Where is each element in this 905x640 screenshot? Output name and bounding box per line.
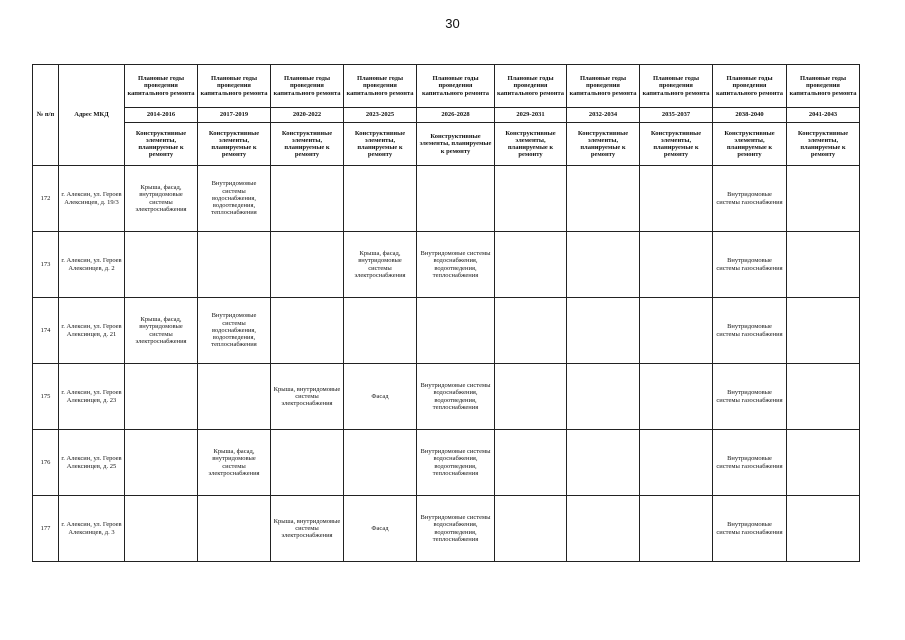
row-cell-2014-2016 [125,232,198,298]
row-address: г. Алексин, ул. Героев Алексинцев, д. 23 [59,364,125,430]
header-period-6: Плановые годы проведения капитального ремонта [567,65,640,108]
row-cell-2041-2043 [787,430,860,496]
row-cell-2038-2040: Внутридомовые системы газоснабжения [713,298,787,364]
page-number: 30 [445,16,460,31]
header-years-7: 2035-2037 [640,108,713,123]
row-cell-2038-2040: Внутридомовые системы газоснабжения [713,430,787,496]
header-period-1: Плановые годы проведения капитального ремонта [198,65,271,108]
row-cell-2038-2040: Внутридомовые системы газоснабжения [713,364,787,430]
row-address: г. Алексин, ул. Героев Алексинцев, д. 19/3 [59,166,125,232]
header-elements-3: Конструктивные элементы, планируемые к ремонту [344,123,417,166]
table-row [33,364,860,430]
row-cell-2020-2022: Крыша, внутридомовые системы электроснабжения [271,496,344,562]
row-cell-2041-2043 [787,496,860,562]
table-row [33,430,860,496]
header-elements-8: Конструктивные элементы, планируемые к ремонту [713,123,787,166]
header-years-3: 2023-2025 [344,108,417,123]
row-cell-2020-2022 [271,298,344,364]
row-cell-2032-2034 [567,364,640,430]
row-cell-2029-2031 [495,232,567,298]
row-address: г. Алексин, ул. Героев Алексинцев, д. 25 [59,430,125,496]
row-cell-2014-2016 [125,430,198,496]
header-row-years [33,108,860,123]
header-period-7: Плановые годы проведения капитального ремонта [640,65,713,108]
row-cell-2026-2028: Внутридомовые системы водоснабжения, водоотведения, теплоснабжения [417,496,495,562]
header-period-0: Плановые годы проведения капитального ремонта [125,65,198,108]
row-cell-2026-2028 [417,298,495,364]
header-period-2: Плановые годы проведения капитального ремонта [271,65,344,108]
header-period-9: Плановые годы проведения капитального ремонта [787,65,860,108]
row-cell-2017-2019: Крыша, фасад, внутридомовые системы электроснабжения [198,430,271,496]
row-cell-2023-2025: Фасад [344,496,417,562]
row-cell-2041-2043 [787,232,860,298]
row-cell-2038-2040: Внутридомовые системы газоснабжения [713,232,787,298]
row-cell-2017-2019 [198,364,271,430]
row-cell-2029-2031 [495,430,567,496]
row-cell-2020-2022 [271,430,344,496]
row-cell-2020-2022 [271,232,344,298]
row-number: 172 [33,166,59,232]
row-cell-2029-2031 [495,166,567,232]
row-cell-2035-2037 [640,364,713,430]
row-cell-2032-2034 [567,166,640,232]
row-cell-2029-2031 [495,298,567,364]
row-cell-2023-2025 [344,430,417,496]
row-cell-2032-2034 [567,430,640,496]
row-cell-2032-2034 [567,496,640,562]
row-cell-2014-2016 [125,496,198,562]
table-row [33,496,860,562]
header-elements-5: Конструктивные элементы, планируемые к ремонту [495,123,567,166]
table-body [33,166,860,562]
table-row [33,166,860,232]
header-years-8: 2038-2040 [713,108,787,123]
header-row-periods [33,65,860,108]
header-years-2: 2020-2022 [271,108,344,123]
row-cell-2026-2028 [417,166,495,232]
row-cell-2026-2028: Внутридомовые системы водоснабжения, водоотведения, теплоснабжения [417,430,495,496]
row-cell-2017-2019 [198,232,271,298]
header-period-5: Плановые годы проведения капитального ремонта [495,65,567,108]
header-years-5: 2029-2031 [495,108,567,123]
row-cell-2035-2037 [640,496,713,562]
row-cell-2023-2025: Фасад [344,364,417,430]
row-cell-2014-2016: Крыша, фасад, внутридомовые системы электроснабжения [125,166,198,232]
repair-plan-table [32,64,860,562]
header-years-0: 2014-2016 [125,108,198,123]
header-num: № п/п [33,65,59,166]
header-period-8: Плановые годы проведения капитального ремонта [713,65,787,108]
row-number: 173 [33,232,59,298]
row-cell-2023-2025 [344,298,417,364]
row-cell-2032-2034 [567,298,640,364]
row-number: 176 [33,430,59,496]
row-cell-2020-2022: Крыша, внутридомовые системы электроснабжения [271,364,344,430]
row-cell-2038-2040: Внутридомовые системы газоснабжения [713,166,787,232]
table-row [33,232,860,298]
header-row-elements [33,123,860,166]
row-cell-2017-2019: Внутридомовые системы водоснабжения, водоотведения, теплоснабжения [198,298,271,364]
row-cell-2035-2037 [640,166,713,232]
header-period-4: Плановые годы проведения капитального ремонта [417,65,495,108]
row-cell-2017-2019: Внутридомовые системы водоснабжения, водоотведения, теплоснабжения [198,166,271,232]
header-elements-9: Конструктивные элементы, планируемые к ремонту [787,123,860,166]
table-row [33,298,860,364]
row-address: г. Алексин, ул. Героев Алексинцев, д. 3 [59,496,125,562]
row-cell-2014-2016 [125,364,198,430]
row-cell-2014-2016: Крыша, фасад, внутридомовые системы электроснабжения [125,298,198,364]
header-address: Адрес МКД [59,65,125,166]
header-elements-1: Конструктивные элементы, планируемые к ремонту [198,123,271,166]
header-period-3: Плановые годы проведения капитального ремонта [344,65,417,108]
header-elements-6: Конструктивные элементы, планируемые к ремонту [567,123,640,166]
row-cell-2023-2025 [344,166,417,232]
row-number: 175 [33,364,59,430]
header-elements-7: Конструктивные элементы, планируемые к ремонту [640,123,713,166]
row-cell-2020-2022 [271,166,344,232]
row-cell-2017-2019 [198,496,271,562]
row-cell-2041-2043 [787,364,860,430]
header-years-1: 2017-2019 [198,108,271,123]
row-address: г. Алексин, ул. Героев Алексинцев, д. 21 [59,298,125,364]
row-number: 177 [33,496,59,562]
row-cell-2026-2028: Внутридомовые системы водоснабжения, водоотведения, теплоснабжения [417,232,495,298]
row-number: 174 [33,298,59,364]
header-elements-2: Конструктивные элементы, планируемые к ремонту [271,123,344,166]
row-cell-2035-2037 [640,430,713,496]
row-address: г. Алексин, ул. Героев Алексинцев, д. 2 [59,232,125,298]
header-elements-0: Конструктивные элементы, планируемые к ремонту [125,123,198,166]
header-years-9: 2041-2043 [787,108,860,123]
row-cell-2029-2031 [495,364,567,430]
row-cell-2035-2037 [640,298,713,364]
row-cell-2023-2025: Крыша, фасад, внутридомовые системы электроснабжения [344,232,417,298]
header-years-4: 2026-2028 [417,108,495,123]
row-cell-2026-2028: Внутридомовые системы водоснабжения, водоотведения, теплоснабжения [417,364,495,430]
header-years-6: 2032-2034 [567,108,640,123]
row-cell-2035-2037 [640,232,713,298]
row-cell-2041-2043 [787,166,860,232]
row-cell-2032-2034 [567,232,640,298]
row-cell-2038-2040: Внутридомовые системы газоснабжения [713,496,787,562]
header-elements-4: Конструктивные элементы, планируемые к ремонту [417,123,495,166]
row-cell-2029-2031 [495,496,567,562]
row-cell-2041-2043 [787,298,860,364]
